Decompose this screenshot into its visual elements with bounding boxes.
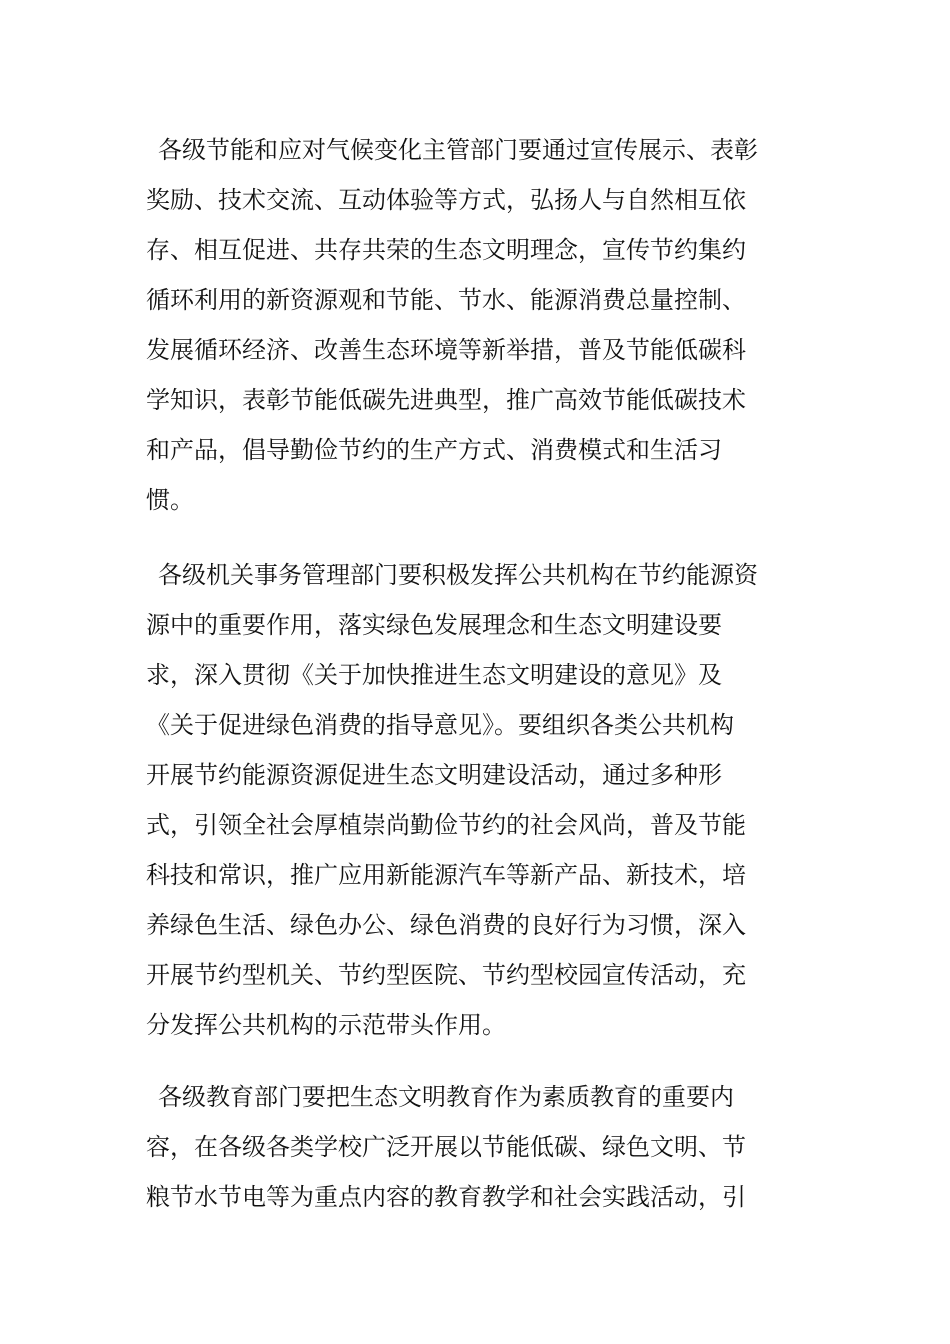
text-line: 和产品，倡导勤俭节约的生产方式、消费模式和生活习 bbox=[146, 436, 722, 464]
text-line: 存、相互促进、共存共荣的生态文明理念，宣传节约集约 bbox=[146, 236, 746, 264]
text-line: 源中的重要作用，落实绿色发展理念和生态文明建设要 bbox=[146, 611, 722, 639]
text-line: 开展节约能源资源促进生态文明建设活动，通过多种形 bbox=[146, 761, 722, 789]
text-line: 容，在各级各类学校广泛开展以节能低碳、绿色文明、节 bbox=[146, 1133, 746, 1161]
text-line: 各级节能和应对气候变化主管部门要通过宣传展示、表彰 bbox=[158, 136, 758, 164]
text-line: 惯。 bbox=[146, 486, 194, 514]
text-line: 学知识，表彰节能低碳先进典型，推广高效节能低碳技术 bbox=[146, 386, 746, 414]
text-line: 求，深入贯彻《关于加快推进生态文明建设的意见》及 bbox=[146, 661, 722, 689]
paragraph-government-affairs-departments bbox=[146, 550, 758, 1050]
text-line: 奖励、技术交流、互动体验等方式，弘扬人与自然相互依 bbox=[146, 186, 746, 214]
text-line: 养绿色生活、绿色办公、绿色消费的良好行为习惯，深入 bbox=[146, 911, 746, 939]
text-line: 科技和常识，推广应用新能源汽车等新产品、新技术，培 bbox=[146, 861, 746, 889]
text-line: 各级机关事务管理部门要积极发挥公共机构在节约能源资 bbox=[158, 561, 758, 589]
text-line: 分发挥公共机构的示范带头作用。 bbox=[146, 1011, 506, 1039]
text-line: 发展循环经济、改善生态环境等新举措，普及节能低碳科 bbox=[146, 336, 746, 364]
text-line: 《关于促进绿色消费的指导意见》。要组织各类公共机构 bbox=[146, 711, 734, 739]
paragraph-education-departments bbox=[146, 1072, 746, 1222]
paragraph-energy-saving-departments bbox=[146, 125, 758, 525]
text-line: 各级教育部门要把生态文明教育作为素质教育的重要内 bbox=[158, 1083, 734, 1111]
text-line: 开展节约型机关、节约型医院、节约型校园宣传活动，充 bbox=[146, 961, 746, 989]
text-line: 式，引领全社会厚植崇尚勤俭节约的社会风尚，普及节能 bbox=[146, 811, 746, 839]
text-line: 循环利用的新资源观和节能、节水、能源消费总量控制、 bbox=[146, 286, 746, 314]
text-line: 粮节水节电等为重点内容的教育教学和社会实践活动，引 bbox=[146, 1183, 746, 1211]
